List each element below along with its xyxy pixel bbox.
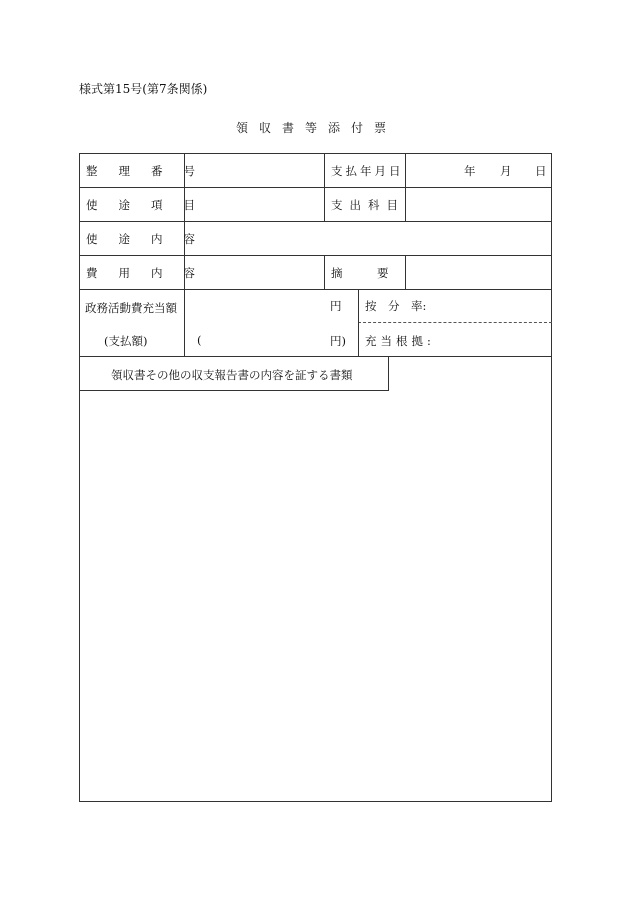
attach-label-right [388,356,389,390]
date-year-label: 年 [464,164,476,178]
col-divider [184,289,185,356]
shito-naiyo-field[interactable] [186,223,550,253]
row-divider [79,356,552,357]
hiyo-naiyo-field[interactable] [186,257,322,287]
tekiyo-label: 摘 要 [331,266,389,280]
anbun-label: 按 分 率: [365,299,427,313]
date-day-label: 日 [535,164,547,178]
seiri-bango-label: 整理番号 [86,164,216,178]
shito-komoku-field[interactable] [186,189,322,219]
page-title: 領収書等添付票 [236,121,398,135]
amount-label: 政務活動費充当額 [85,301,177,315]
anbun-field[interactable] [435,291,550,321]
amount-sub-label: (支払額) [104,334,148,348]
shiharai-date-field[interactable] [407,155,550,185]
shishutsu-kamoku-field[interactable] [407,189,550,219]
attachment-area[interactable] [81,392,550,800]
attachment-area-label: 領収書その他の収支報告書の内容を証する書類 [111,368,353,382]
row-divider [79,289,552,290]
dashed-divider [358,322,552,323]
seiri-bango-field[interactable] [186,155,322,185]
row-divider [79,255,552,256]
shito-komoku-label: 使途項目 [86,198,216,212]
col-divider [405,255,406,289]
payment-paren-open: ( [197,333,202,347]
juto-konkyo-label: 充当根拠: [365,334,435,348]
tekiyo-field[interactable] [407,257,550,287]
payment-yen-unit: 円) [330,334,346,348]
date-month-label: 月 [500,164,512,178]
col-divider [405,153,406,221]
juto-konkyo-field[interactable] [435,324,550,354]
shiharai-date-label: 支払年月日 [331,164,404,178]
shishutsu-kamoku-label: 支出科目 [331,198,405,212]
col-divider [324,153,325,221]
attach-label-bottom [79,390,389,391]
shito-naiyo-label: 使途内容 [86,232,216,246]
col-divider [324,255,325,289]
hiyo-naiyo-label: 費用内容 [86,266,216,280]
amount-yen-unit: 円 [330,299,342,313]
col-divider [358,289,359,356]
form-number-label: 様式第15号(第7条関係) [79,82,208,96]
row-divider [79,187,552,188]
row-divider [79,221,552,222]
